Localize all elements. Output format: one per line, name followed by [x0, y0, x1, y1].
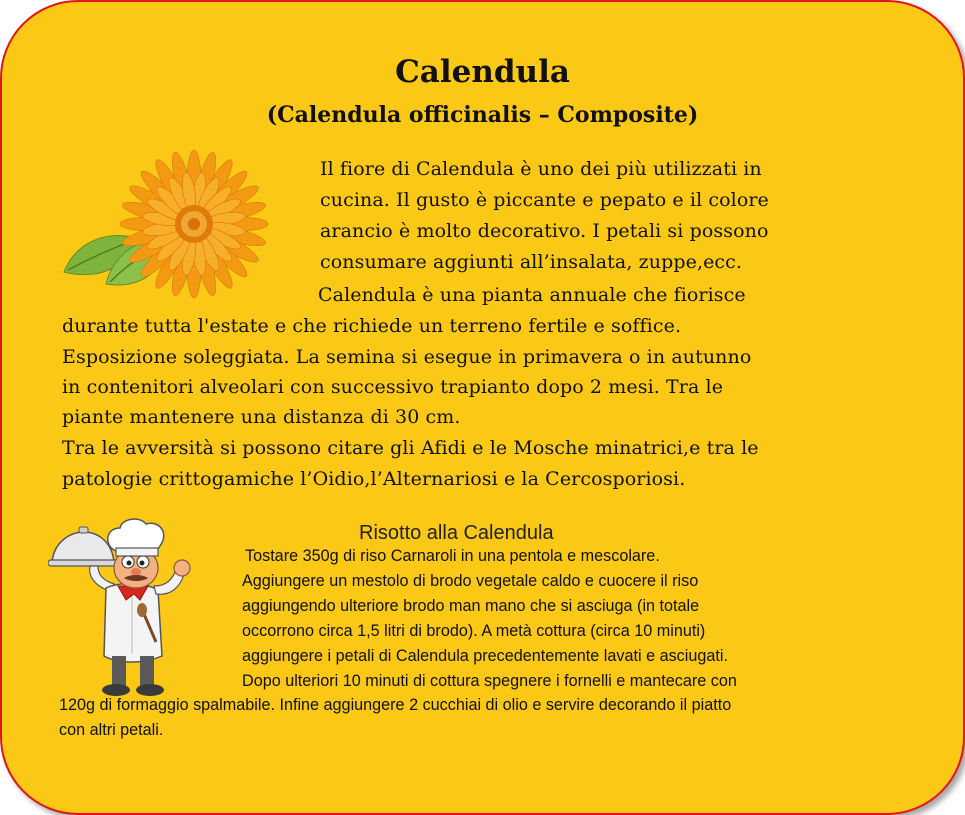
- chef-image: [48, 514, 204, 700]
- description-line: in contenitori alveolari con successivo trapianto dopo 2 mesi. Tra le: [62, 376, 724, 398]
- recipe-line: aggiungere i petali di Calendula precedentemente lavati e asciugati.: [242, 647, 728, 665]
- page-title: Calendula: [395, 54, 570, 90]
- description-line: durante tutta l'estate e che richiede un terreno fertile e soffice.: [62, 315, 682, 337]
- recipe-line: 120g di formaggio spalmabile. Infine aggiungere 2 cucchiai di olio e servire decorando il piatto: [59, 696, 732, 714]
- description-line: Il fiore di Calendula è uno dei più utilizzati in: [320, 158, 762, 180]
- calendula-flower-image: [54, 144, 274, 304]
- recipe-line: occorrono circa 1,5 litri di brodo). A metà cottura (circa 10 minuti): [242, 622, 706, 640]
- recipe-line: aggiungendo ulteriore brodo man mano che si asciuga (in totale: [242, 597, 700, 615]
- recipe-line: Tostare 350g di riso Carnaroli in una pentola e mescolare.: [245, 547, 660, 565]
- recipe-line: Aggiungere un mestolo di brodo vegetale caldo e cuocere il riso: [242, 572, 699, 590]
- description-line: Tra le avversità si possono citare gli Afidi e le Mosche minatrici,e tra le: [62, 437, 759, 459]
- description-line: patologie crittogamiche l’Oidio,l’Alternariosi e la Cercosporiosi.: [62, 468, 686, 490]
- description-line: cucina. Il gusto è piccante e pepato e il colore: [320, 189, 769, 211]
- recipe-line: Dopo ulteriori 10 minuti di cottura spegnere i fornelli e mantecare con: [242, 672, 737, 690]
- description-line: piante mantenere una distanza di 30 cm.: [62, 406, 461, 428]
- recipe-title: Risotto alla Calendula: [359, 522, 554, 544]
- description-line: consumare aggiunti all’insalata, zuppe,ecc.: [320, 251, 743, 273]
- description-line: Esposizione soleggiata. La semina si esegue in primavera o in autunno: [62, 346, 752, 368]
- description-line: arancio è molto decorativo. I petali si possono: [320, 220, 769, 242]
- recipe-line: con altri petali.: [59, 721, 164, 739]
- page-subtitle: (Calendula officinalis – Composite): [266, 102, 699, 128]
- description-line: Calendula è una pianta annuale che fiorisce: [318, 284, 746, 306]
